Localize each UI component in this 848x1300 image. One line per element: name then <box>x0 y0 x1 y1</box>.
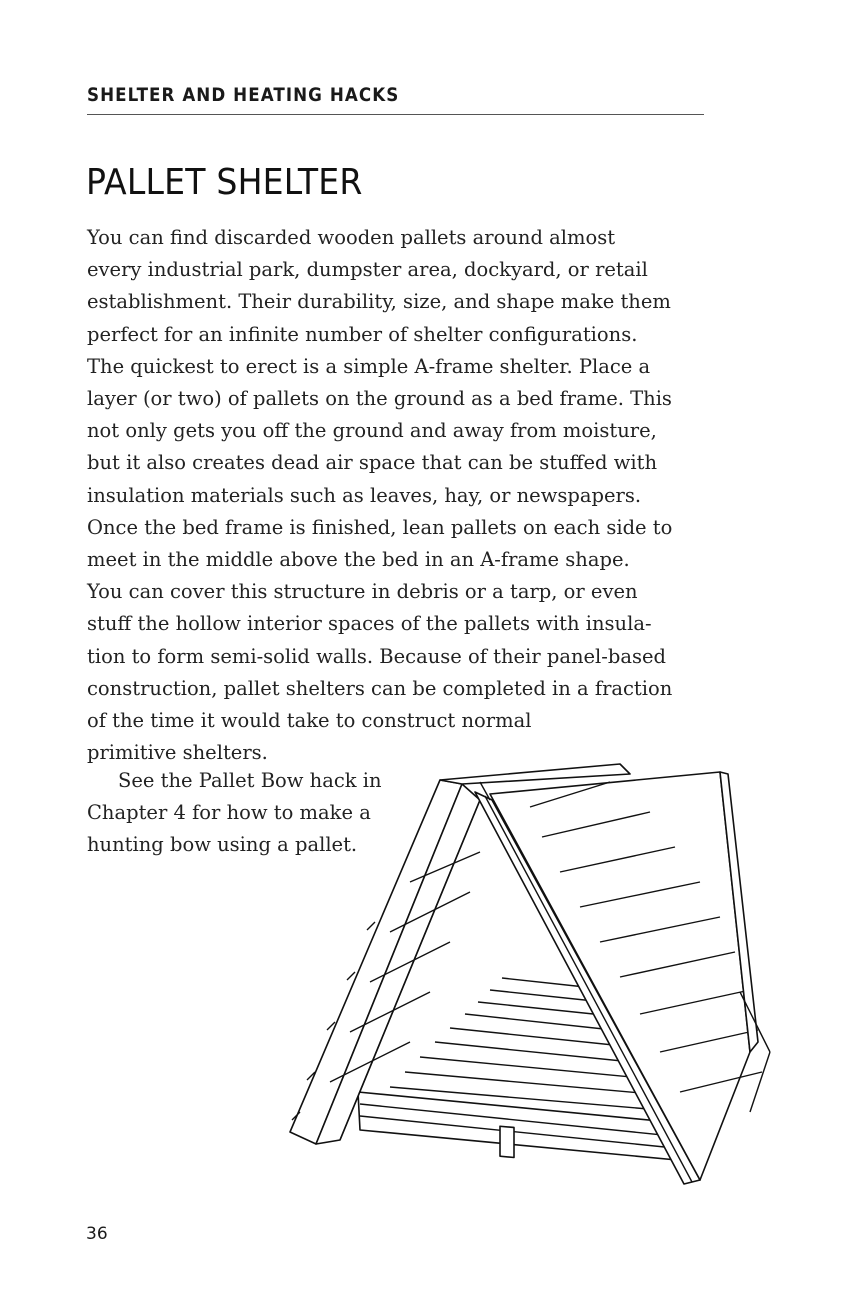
text-line: layer (or two) of pallets on the ground as a bed frame. This <box>87 387 672 411</box>
text-line: The quickest to erect is a simple A-frame shelter. Place a <box>87 354 651 378</box>
text-line: You can find discarded wooden pallets around almost <box>87 226 616 249</box>
pallet-a-frame-illustration <box>280 752 780 1212</box>
section-title: PALLET SHELTER <box>86 162 363 203</box>
text-line: hunting bow using a pallet. <box>87 833 358 857</box>
text-line: meet in the middle above the bed in an A-frame shape. <box>87 548 630 572</box>
text-line: construction, pallet shelters can be completed in a fraction <box>87 676 673 700</box>
text-line: perfect for an infinite number of shelter configurations. <box>87 322 638 346</box>
text-line: See the Pallet Bow hack in <box>118 769 382 792</box>
text-line: but it also creates dead air space that can be stuffed with <box>87 451 658 475</box>
text-line: stuff the hollow interior spaces of the pallets with insula- <box>87 612 652 636</box>
header-rule <box>87 114 704 115</box>
text-line: of the time it would take to construct normal <box>87 709 532 733</box>
text-line: establishment. Their durability, size, and shape make them <box>87 290 671 314</box>
text-line: Once the bed frame is finished, lean pallets on each side to <box>87 515 673 539</box>
text-line: every industrial park, dumpster area, dockyard, or retail <box>87 258 648 282</box>
left-wall-pallet <box>290 780 480 1144</box>
text-line: insulation materials such as leaves, hay, or newspapers. <box>87 483 642 507</box>
text-line: Chapter 4 for how to make a <box>87 801 371 825</box>
text-line: not only gets you off the ground and away from moisture, <box>87 419 657 443</box>
page-number: 36 <box>86 1224 108 1244</box>
text-line: tion to form semi-solid walls. Because of their panel-based <box>87 644 667 668</box>
running-head: SHELTER AND HEATING HACKS <box>87 84 400 106</box>
body-paragraph-1 <box>87 222 727 769</box>
text-line: You can cover this structure in debris or a tarp, or even <box>87 580 638 604</box>
text-line: primitive shelters. <box>87 741 268 765</box>
pallet-shelter-drawing <box>280 752 780 1212</box>
